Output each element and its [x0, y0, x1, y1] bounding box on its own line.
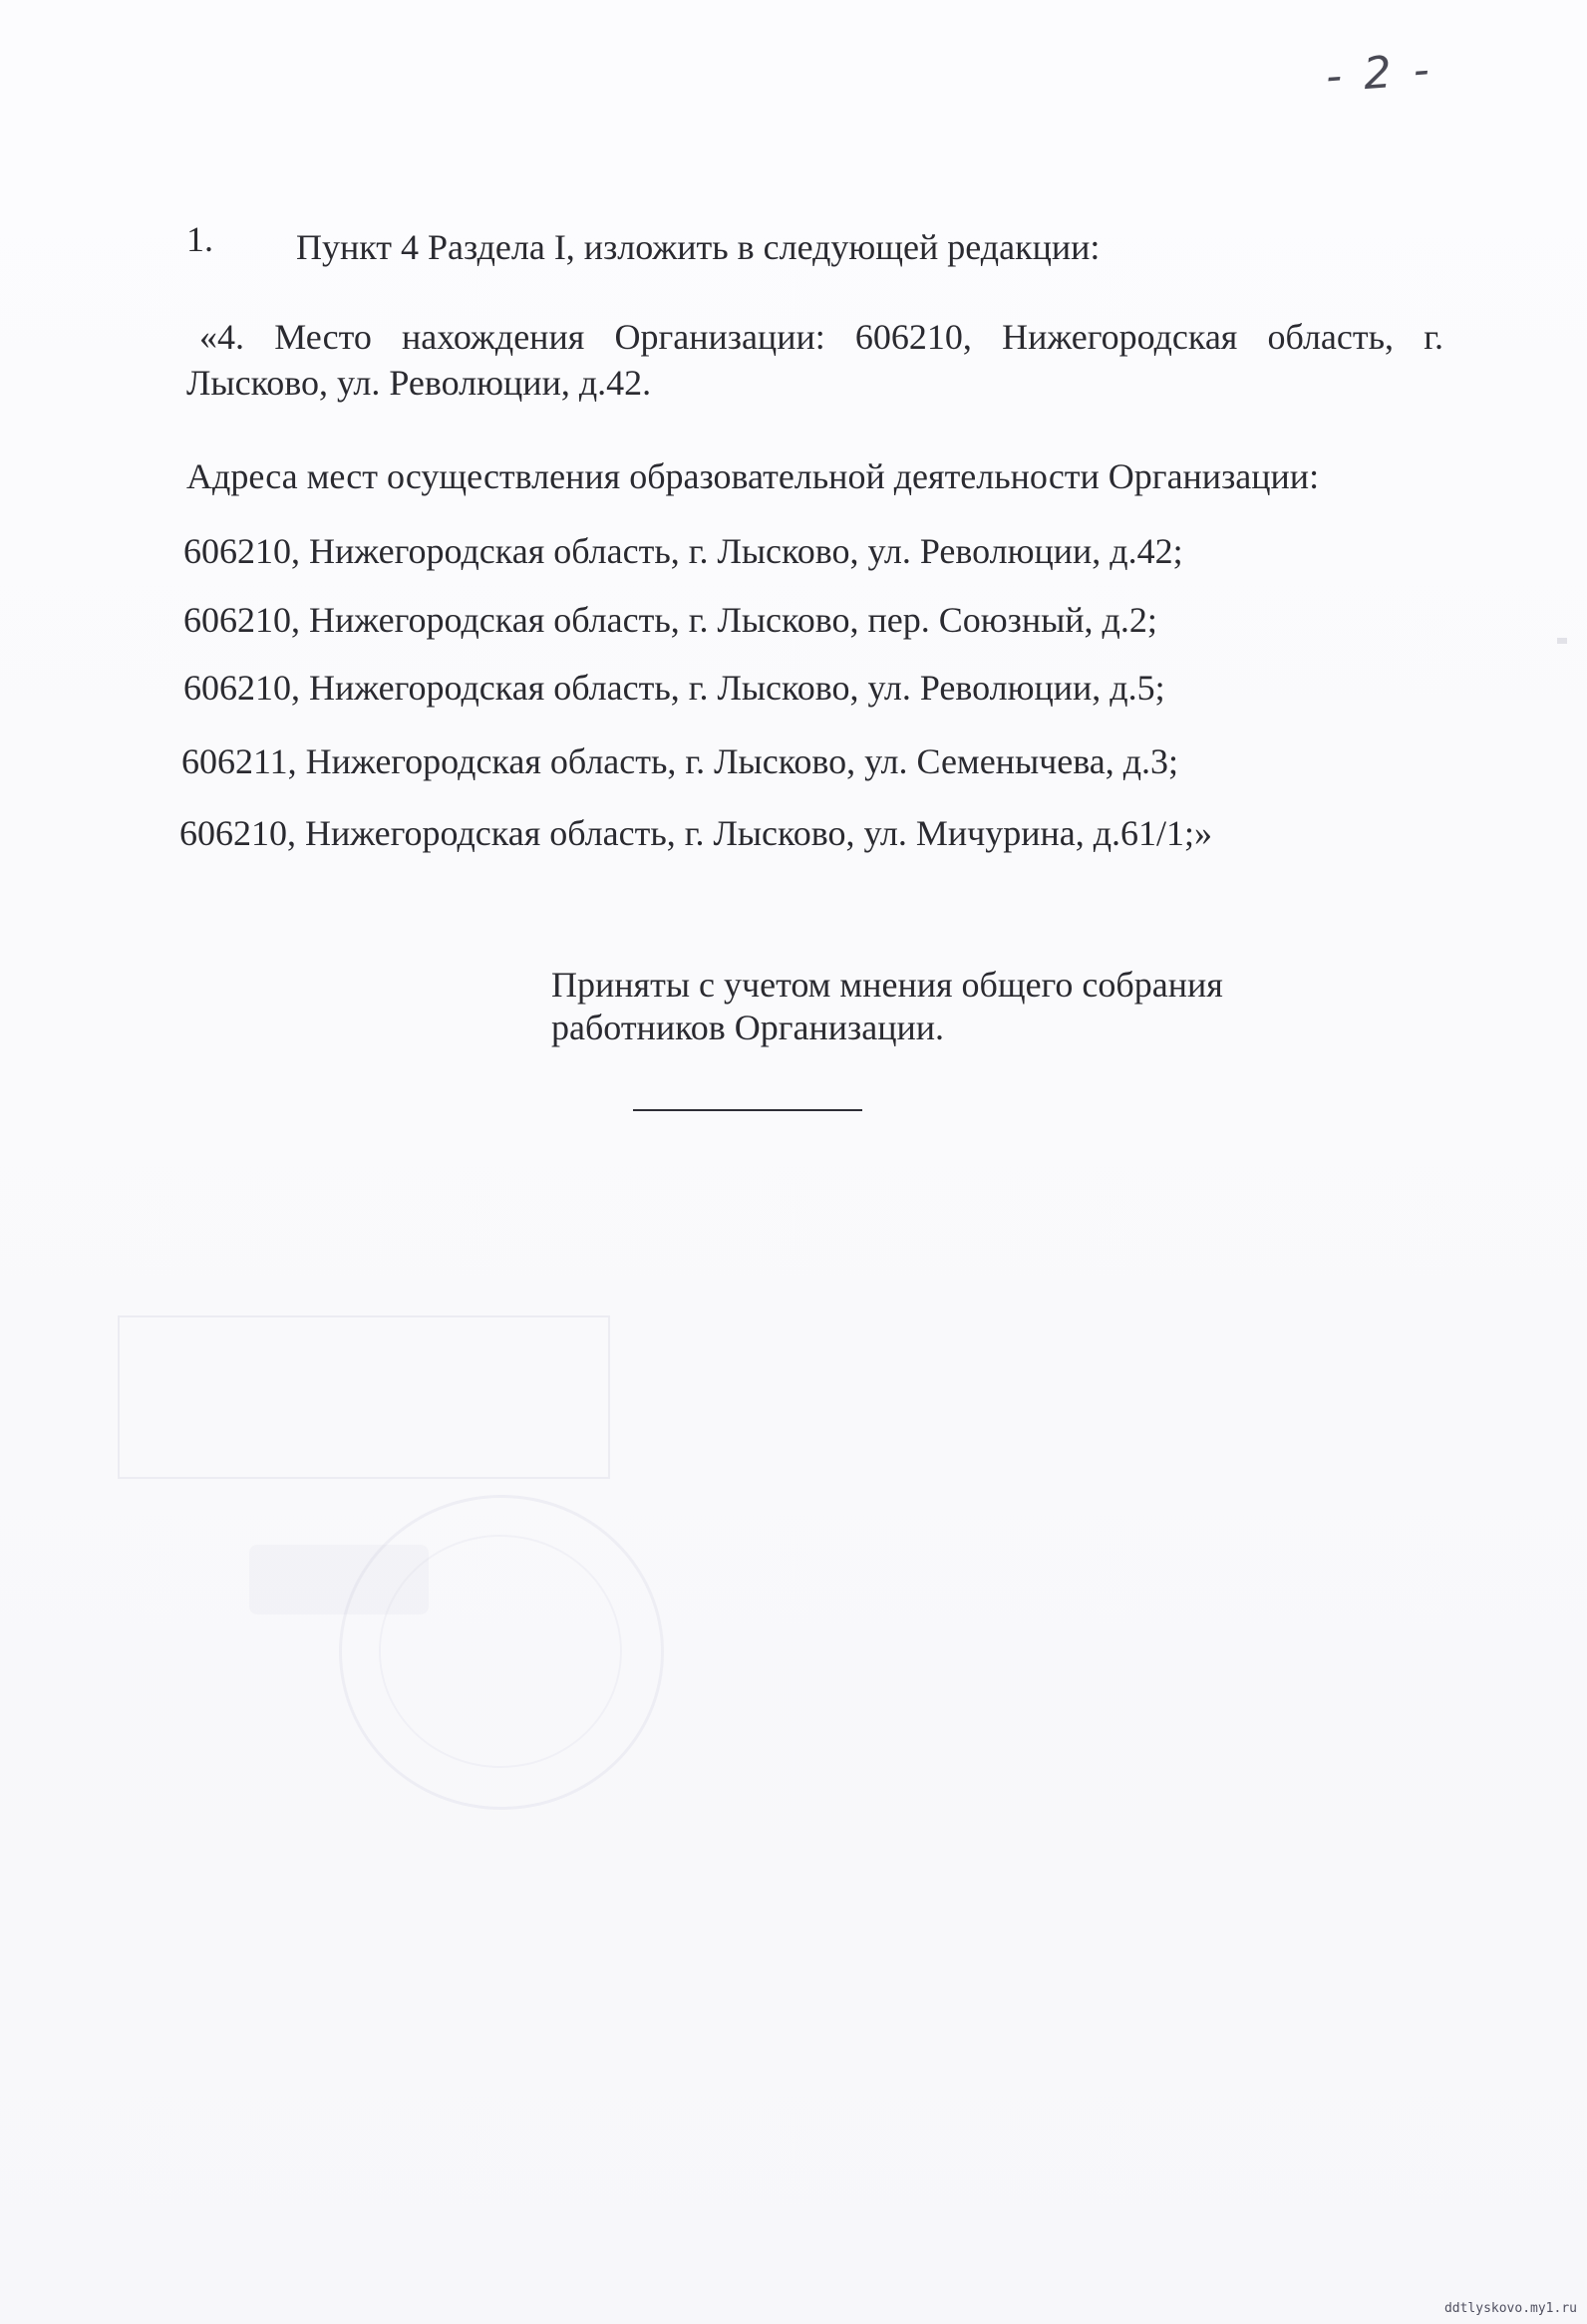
- edge-mark: [1557, 638, 1567, 644]
- address-line: 606210, Нижегородская область, г. Лысково, ул. Революции, д.42;: [183, 531, 1183, 571]
- addresses-heading: Адреса мест осуществления образовательной деятельности Организации:: [186, 456, 1320, 496]
- address-line: 606210, Нижегородская область, г. Лысково, пер. Союзный, д.2;: [183, 600, 1157, 640]
- watermark: ddtlyskovo.my1.ru: [1443, 2301, 1577, 2316]
- address-line: 606211, Нижегородская область, г. Лысково, ул. Семенычева, д.3;: [181, 741, 1179, 781]
- location-word: Место: [274, 317, 372, 357]
- location-word: г.: [1424, 317, 1443, 357]
- page-number: - 2 -: [1324, 44, 1435, 103]
- location-word: Организации:: [614, 317, 825, 357]
- approval-line-1: Приняты с учетом мнения общего собрания: [551, 965, 1223, 1005]
- address-line: 606210, Нижегородская область, г. Лысково, ул. Революции, д.5;: [183, 668, 1165, 708]
- address-line: 606210, Нижегородская область, г. Лысково, ул. Мичурина, д.61/1;»: [179, 813, 1213, 853]
- location-word: Нижегородская: [1002, 317, 1238, 357]
- faded-round-seal-inner: [379, 1535, 622, 1768]
- signature-line: [633, 1109, 862, 1111]
- location-word: 606210,: [854, 317, 972, 357]
- location-word: нахождения: [402, 317, 585, 357]
- approval-line-2: работников Организации.: [551, 1008, 945, 1047]
- location-line-2: Лысково, ул. Революции, д.42.: [186, 363, 652, 403]
- item-heading: Пункт 4 Раздела I, изложить в следующей редакции:: [296, 227, 1101, 267]
- location-word: область,: [1267, 317, 1395, 357]
- item-number: 1.: [186, 219, 213, 259]
- location-line-1: [199, 315, 1443, 359]
- faded-stamp-box: [118, 1315, 610, 1479]
- location-word: «4.: [199, 317, 244, 357]
